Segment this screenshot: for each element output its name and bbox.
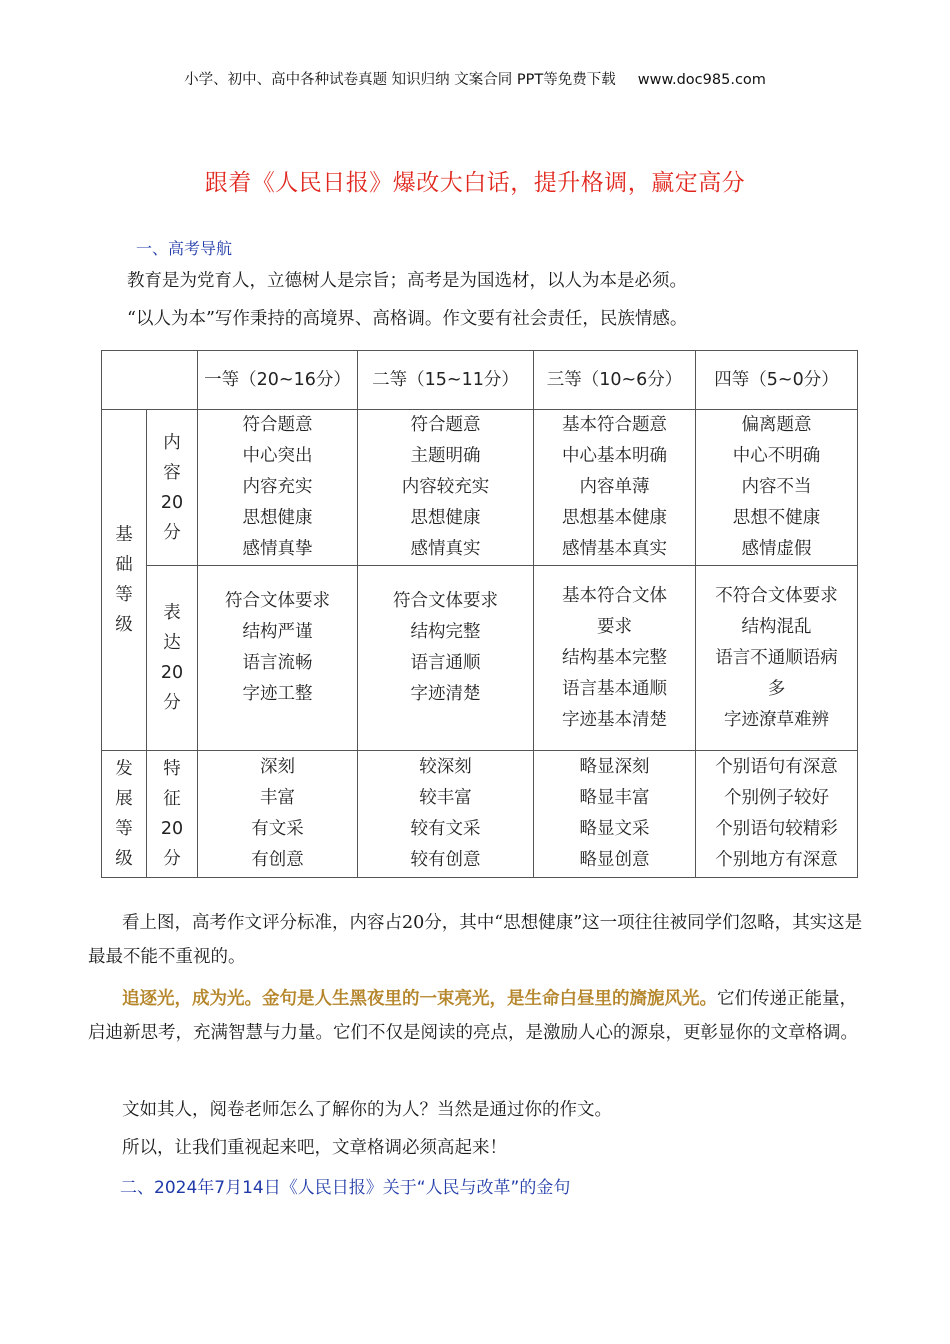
content-label: 内 容 20 分 <box>147 410 198 566</box>
body-para-2-highlight: 追逐光，成为光。金句是人生黑夜里的一束亮光，是生命白昼里的旖旎风光。 <box>122 989 717 1009</box>
section2-heading: 二、2024年7月14日《人民日报》关于“人民与改革”的金句 <box>120 1178 571 1198</box>
section1-heading: 一、高考导航 <box>136 239 233 258</box>
page-header <box>0 68 950 89</box>
body-para-2-rest: 它们传递正能量，启迪新思考，充满智慧与力量。它们不仅是阅读的亮点，是激励人心的源泉，更彰显你的文章格调。 <box>88 989 858 1043</box>
intro-para-1: 教育是为党育人，立德树人是宗旨；高考是为国选材，以人为本是必须。 <box>127 271 687 291</box>
feature-label: 特 征 20 分 <box>147 751 198 878</box>
body-para-2 <box>88 982 864 1050</box>
expression-cell-grade-2: 符合文体要求 结构完整 语言通顺 字迹清楚 <box>358 566 534 751</box>
feature-cell-grade-1: 深刻 丰富 有文采 有创意 <box>198 751 358 878</box>
feature-cell-grade-4: 个别语句有深意 个别例子较好 个别语句较精彩 个别地方有深意 <box>696 751 858 878</box>
expression-cell-grade-1: 符合文体要求 结构严谨 语言流畅 字迹工整 <box>198 566 358 751</box>
intro-para-2: “以人为本”写作秉持的高境界、高格调。作文要有社会责任，民族情感。 <box>127 309 688 329</box>
page-title: 跟着《人民日报》爆改大白话，提升格调，赢定高分 <box>204 170 746 196</box>
body-para-4: 所以，让我们重视起来吧，文章格调必须高起来！ <box>122 1138 507 1158</box>
body-para-1: 看上图，高考作文评分标准，内容占20分，其中“思想健康”这一项往往被同学们忽略，其实这是最最不能不重视的。 <box>88 913 863 967</box>
header-grade-3: 三等（10~6分） <box>534 351 696 410</box>
table-corner <box>102 351 198 410</box>
content-cell-grade-3: 基本符合题意 中心基本明确 内容单薄 思想基本健康 感情基本真实 <box>534 410 696 566</box>
header-grade-1: 一等（20~16分） <box>198 351 358 410</box>
dev-group-label: 发 展 等 级 <box>102 751 147 878</box>
header-grade-4: 四等（5~0分） <box>696 351 858 410</box>
basic-group-label: 基 础 等 级 <box>102 410 147 751</box>
header-text: 小学、初中、高中各种试卷真题 知识归纳 文案合同 PPT等免费下载 <box>184 72 616 88</box>
content-cell-grade-4: 偏离题意 中心不明确 内容不当 思想不健康 感情虚假 <box>696 410 858 566</box>
content-cell-grade-2: 符合题意 主题明确 内容较充实 思想健康 感情真实 <box>358 410 534 566</box>
header-url[interactable]: www.doc985.com <box>637 72 766 88</box>
feature-cell-grade-2: 较深刻 较丰富 较有文采 较有创意 <box>358 751 534 878</box>
body-para-3: 文如其人，阅卷老师怎么了解你的为人？当然是通过你的作文。 <box>122 1100 612 1120</box>
expression-label: 表 达 20 分 <box>147 566 198 751</box>
content-cell-grade-1: 符合题意 中心突出 内容充实 思想健康 感情真挚 <box>198 410 358 566</box>
expression-cell-grade-3: 基本符合文体 要求 结构基本完整 语言基本通顺 字迹基本清楚 <box>534 566 696 751</box>
header-grade-2: 二等（15~11分） <box>358 351 534 410</box>
feature-cell-grade-3: 略显深刻 略显丰富 略显文采 略显创意 <box>534 751 696 878</box>
table-row-feature <box>102 751 858 878</box>
table-row-content <box>102 410 858 566</box>
expression-cell-grade-4: 不符合文体要求 结构混乱 语言不通顺语病 多 字迹潦草难辨 <box>696 566 858 751</box>
table-row-expression <box>102 566 858 751</box>
table-header-row <box>102 351 858 410</box>
scoring-table <box>101 350 858 878</box>
